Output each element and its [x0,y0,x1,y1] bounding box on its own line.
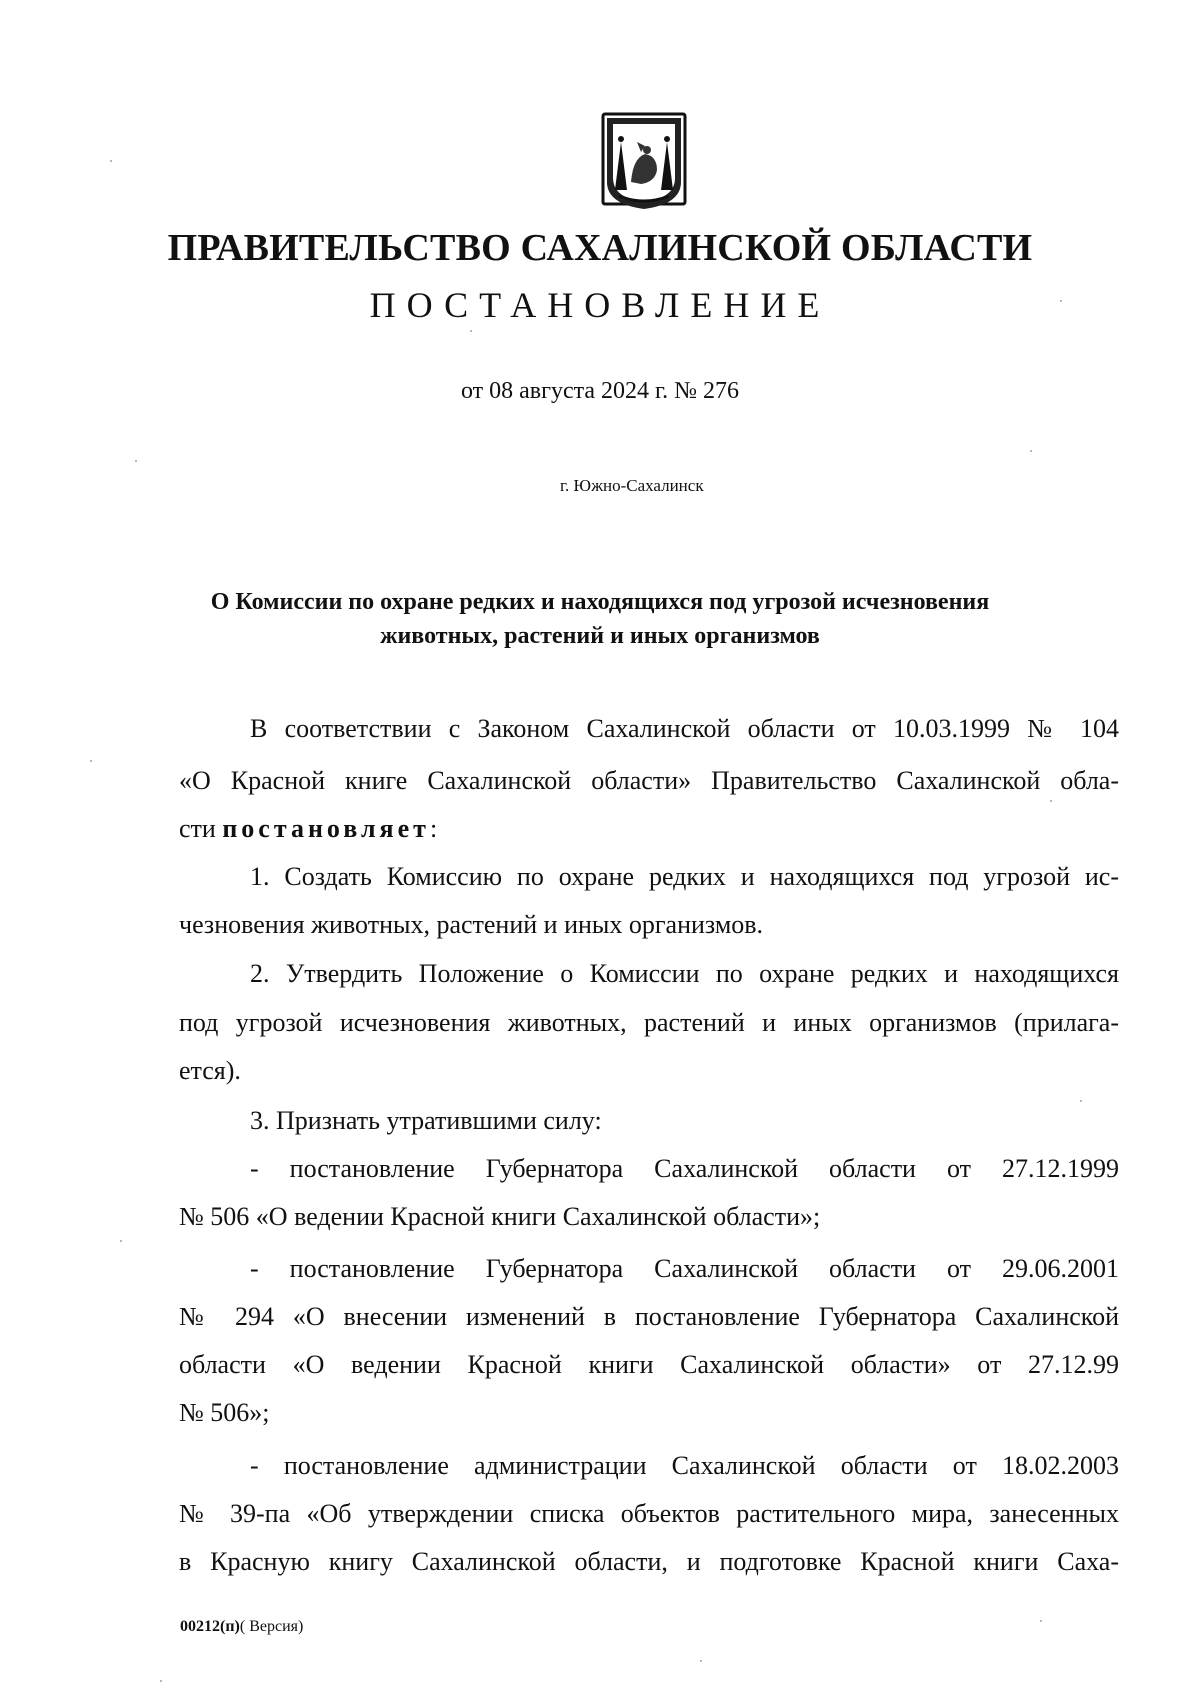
preamble-prefix: сти [179,814,216,843]
scan-speck [1030,450,1032,452]
scan-speck [90,760,92,762]
scan-speck [1050,800,1052,802]
scan-speck [1080,1100,1082,1102]
repealed-act-line: № 39-па «Об утверждении списка объектов растительного мира, занесенных [179,1499,1119,1528]
repealed-act-line: № 506 «О ведении Красной книги Сахалинской области»; [179,1202,821,1231]
repealed-act-line: № 294 «О внесении изменений в постановление Губернатора Сахалинской [179,1302,1119,1331]
form-version: ( Версия) [239,1618,304,1635]
preamble-line [179,812,1119,846]
preamble-line: В соответствии с Законом Сахалинской области от 10.03.1999 № 104 [250,714,1119,743]
repealed-act-line: - постановление Губернатора Сахалинской области от 27.12.1999 [250,1154,1119,1183]
document-type: ПОСТАНОВЛЕНИЕ [369,285,831,325]
scan-speck [470,330,472,332]
coat-of-arms-icon [601,112,687,212]
scan-speck [700,1660,702,1662]
subject-line: О Комиссии по охране редких и находящихся под угрозой исчезновения [210,589,990,615]
repealed-act-line: - постановление Губернатора Сахалинской области от 29.06.2001 [250,1254,1119,1283]
document-city: г. Южно-Сахалинск [560,476,704,495]
item-1-line: 1. Создать Комиссию по охране редких и находящихся под угрозой ис- [250,862,1119,891]
form-code-footer [180,1618,303,1636]
preamble-line: «О Красной книге Сахалинской области» Правительство Сахалинской обла- [179,766,1119,795]
scan-speck [135,460,137,462]
scan-speck [1060,300,1062,302]
government-title: ПРАВИТЕЛЬСТВО САХАЛИНСКОЙ ОБЛАСТИ [167,227,1033,269]
repealed-act-line: в Красную книгу Сахалинской области, и подготовке Красной книги Саха- [179,1547,1119,1576]
scan-speck [160,1680,162,1682]
item-2-line: ется). [179,1056,241,1085]
repealed-act-line: № 506»; [179,1398,270,1427]
form-code: 00212(п) [180,1618,240,1635]
item-2-line: 2. Утвердить Положение о Комиссии по охране редких и находящихся [250,959,1119,988]
document-date-number: от 08 августа 2024 г. № 276 [460,378,740,404]
repealed-act-line: - постановление администрации Сахалинской области от 18.02.2003 [250,1451,1119,1480]
preamble-colon: : [429,814,438,843]
item-3-heading: 3. Признать утратившими силу: [250,1106,602,1135]
item-2-line: под угрозой исчезновения животных, растений и иных организмов (прилага- [179,1008,1119,1037]
repealed-act-line: области «О ведении Красной книги Сахалинской области» от 27.12.99 [179,1350,1119,1379]
decree-keyword: постановляет [222,814,430,843]
subject-line: животных, растений и иных организмов [380,623,820,649]
scan-speck [120,1240,122,1242]
item-1-line: чезновения животных, растений и иных организмов. [179,910,764,939]
document-subject [150,585,1050,653]
scan-speck [110,160,112,162]
scan-speck [1040,1620,1042,1622]
